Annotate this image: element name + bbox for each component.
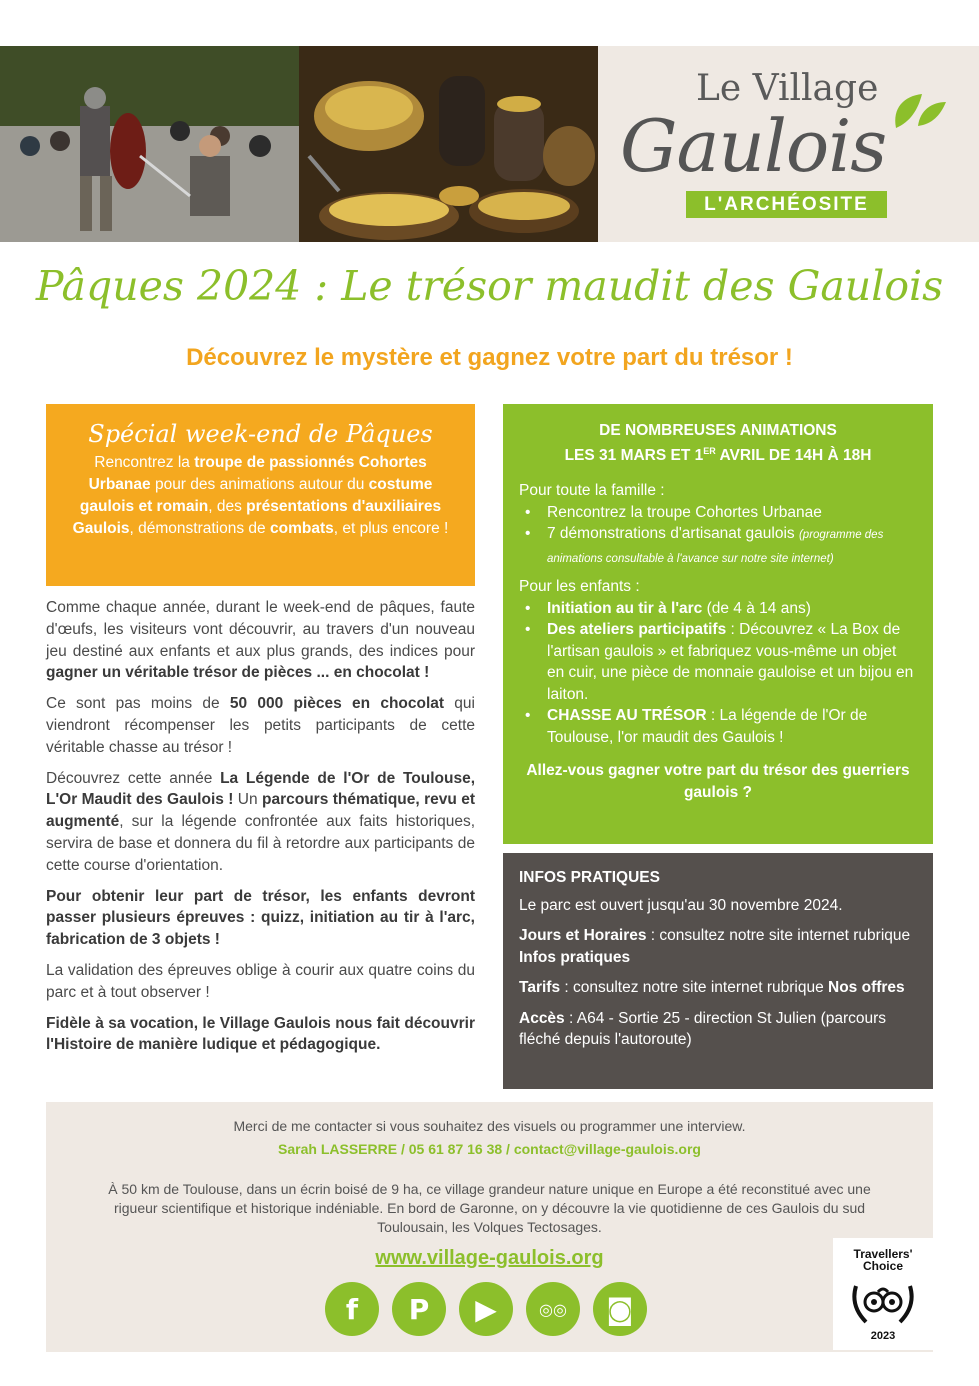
bold-span: parcours thématique, revu et augmenté <box>46 791 475 831</box>
special-weekend-heading: Spécial week-end de Pâques <box>88 420 433 448</box>
leaf-icon <box>888 86 948 136</box>
kids-heading: Pour les enfants : <box>519 578 640 596</box>
paragraph <box>46 597 475 684</box>
footer-about: À 50 km de Toulouse, dans un écrin boisé de 9 ha, ce village grandeur nature unique en Europe a été reconstitué avec une rigueur scientifique et historique indéniable. En bord de Garonne, on y découvre la vie quotidienne de ces Gaulois du sud Toulousain, les Volques Tectosages. <box>108 1181 871 1235</box>
list-item: • Rencontrez la troupe Cohortes Urbanae <box>519 502 917 524</box>
bold-span: Des ateliers participatifs <box>547 621 727 639</box>
text-span: , sur la légende confrontée aux faits historiques, servira de base et donnera du fil à retordre aux participants de cette course d'orientation. <box>46 813 475 874</box>
pinterest-icon[interactable]: P <box>392 1282 446 1336</box>
text-span: Un <box>233 791 262 809</box>
special-weekend-text <box>66 452 455 540</box>
photo-treasure-coins <box>299 46 598 242</box>
text-span: : A64 - Sortie 25 - direction St Julien (parcours fléché depuis l'autoroute) <box>519 1009 887 1048</box>
infos-hours <box>519 925 917 968</box>
bold-span: combats <box>269 520 334 537</box>
logo-gaulois: Gaulois <box>620 104 887 188</box>
animations-title-line2 <box>519 441 917 466</box>
page-title: Pâques 2024 : Le trésor maudit des Gaulois <box>35 262 944 310</box>
youtube-icon[interactable]: ▶ <box>459 1282 513 1336</box>
tc-year: 2023 <box>870 1330 896 1342</box>
bold-span: Jours et Horaires <box>519 927 647 944</box>
tc-title-2: Choice <box>862 1259 903 1273</box>
instagram-icon[interactable]: ◙ <box>593 1282 647 1336</box>
list-item <box>519 523 917 570</box>
text-span: Ce sont pas moins de <box>46 695 230 713</box>
footer-contact-details[interactable]: Sarah LASSERRE / 05 61 87 16 38 / contact@village-gaulois.org <box>278 1141 701 1157</box>
paragraph <box>46 886 475 951</box>
travellers-choice-badge <box>833 1238 933 1350</box>
family-list <box>519 502 917 571</box>
bold-span: Accès <box>519 1009 565 1027</box>
animations-title <box>519 420 917 466</box>
text-span: , démonstrations de <box>129 520 270 537</box>
infos-pratiques-box <box>503 853 933 1089</box>
special-weekend-box <box>46 404 475 586</box>
note-span: (programme des animations consultable à l'avance sur notre site internet) <box>547 529 884 565</box>
superscript: ER <box>703 446 716 456</box>
animations-closing: Allez-vous gagner votre part du trésor des guerriers gaulois ? <box>526 762 910 801</box>
text-span: : Découvrez « La Box de l'artisan gaulois » et fabriquez vous-même un objet en cuir, une pièce de monnaie gauloise et un bijou en laiton. <box>547 621 914 703</box>
bold-span: costume gaulois et romain <box>79 476 433 515</box>
kids-list <box>519 598 917 749</box>
infos-tarifs <box>519 977 917 999</box>
text-span: 7 démonstrations d'artisanat gaulois <box>547 525 799 543</box>
text-span: qui viendront récompenser les petits participants de cette véritable chasse au trésor ! <box>46 695 475 756</box>
footer <box>46 1102 933 1352</box>
text-span: , et plus encore ! <box>333 520 449 537</box>
bold-span: Nos offres <box>828 979 905 996</box>
infos-acces <box>519 1008 917 1051</box>
bold-span: Fidèle à sa vocation, le Village Gaulois nous fait découvrir l'Histoire de manière ludique et pédagogique. <box>46 1014 475 1054</box>
text-span: AVRIL DE 14H À 18H <box>715 447 872 465</box>
text-span: Découvrez cette année <box>46 769 221 787</box>
bold-span: troupe de passionnés Cohortes Urbanae <box>88 454 427 493</box>
bold-span: CHASSE AU TRÉSOR <box>547 707 707 725</box>
paragraph <box>46 1013 475 1057</box>
infos-title: INFOS PRATIQUES <box>519 869 660 886</box>
bold-span: 50 000 pièces en chocolat <box>229 695 445 713</box>
treasure-illustration <box>299 46 598 242</box>
paragraph <box>46 768 475 877</box>
header <box>0 46 979 242</box>
text-span: Rencontrez la <box>94 454 195 471</box>
bold-span: Infos pratiques <box>519 948 631 966</box>
logo-badge-archeosite: L'ARCHÉOSITE <box>686 191 887 218</box>
text-span: La validation des épreuves oblige à courir aux quatre coins du parc et à tout observer ! <box>46 961 475 1001</box>
combat-illustration <box>0 46 299 242</box>
bold-span: gagner un véritable trésor de pièces ... en chocolat ! <box>46 664 430 682</box>
logo <box>598 46 979 242</box>
text-span: pour des animations autour du <box>150 476 369 493</box>
bold-span: La Légende de l'Or de Toulouse, L'Or Maudit des Gaulois ! <box>46 769 475 809</box>
paragraph <box>46 960 475 1004</box>
infos-open: Le parc est ouvert jusqu'au 30 novembre 2024. <box>519 896 843 914</box>
paragraph <box>46 693 475 758</box>
text-span: Comme chaque année, durant le week-end de pâques, faute d'œufs, les visiteurs vont découvrir, au travers d'un nouveau jeu destiné aux enfants et aux plus grands, des indices pour <box>46 599 475 660</box>
animations-title-line1: DE NOMBREUSES ANIMATIONS <box>599 422 837 439</box>
tripadvisor-icon[interactable]: ◎◎ <box>526 1282 580 1336</box>
animations-box <box>503 404 933 844</box>
text-span: LES 31 MARS ET 1 <box>564 447 704 465</box>
bold-span: Pour obtenir leur part de trésor, les enfants devront passer plusieurs épreuves : quizz, initiation au tir à l'arc, fabrication de 3 objets ! <box>46 887 475 949</box>
bold-span: Tarifs <box>519 979 561 996</box>
list-item <box>519 598 917 620</box>
social-links <box>325 1282 647 1336</box>
page-subtitle: Découvrez le mystère et gagnez votre part du trésor ! <box>186 344 793 371</box>
photo-gallic-combat <box>0 46 299 242</box>
article-body <box>46 597 475 1065</box>
family-heading: Pour toute la famille : <box>519 482 665 500</box>
text-span: : consultez notre site internet rubrique <box>646 927 911 944</box>
text-span: : consultez notre site internet rubrique <box>560 979 829 996</box>
footer-contact: Merci de me contacter si vous souhaitez des visuels ou programmer une interview. <box>233 1118 746 1134</box>
text-span: (de 4 à 14 ans) <box>702 599 811 617</box>
tripadvisor-owl-icon <box>848 1276 918 1328</box>
facebook-icon[interactable]: f <box>325 1282 379 1336</box>
list-item <box>519 619 917 705</box>
bold-span: Initiation au tir à l'arc <box>547 599 703 617</box>
tc-title-1: Travellers' <box>853 1247 913 1261</box>
text-span: : La légende de l'Or de Toulouse, l'or maudit des Gaulois ! <box>547 707 868 746</box>
website-link[interactable]: www.village-gaulois.org <box>375 1247 604 1269</box>
list-item <box>519 705 917 748</box>
logo-le-village: Le Village <box>696 68 879 109</box>
bold-span: présentations d'auxiliaires Gaulois <box>72 498 442 537</box>
text-span: , des <box>208 498 247 515</box>
